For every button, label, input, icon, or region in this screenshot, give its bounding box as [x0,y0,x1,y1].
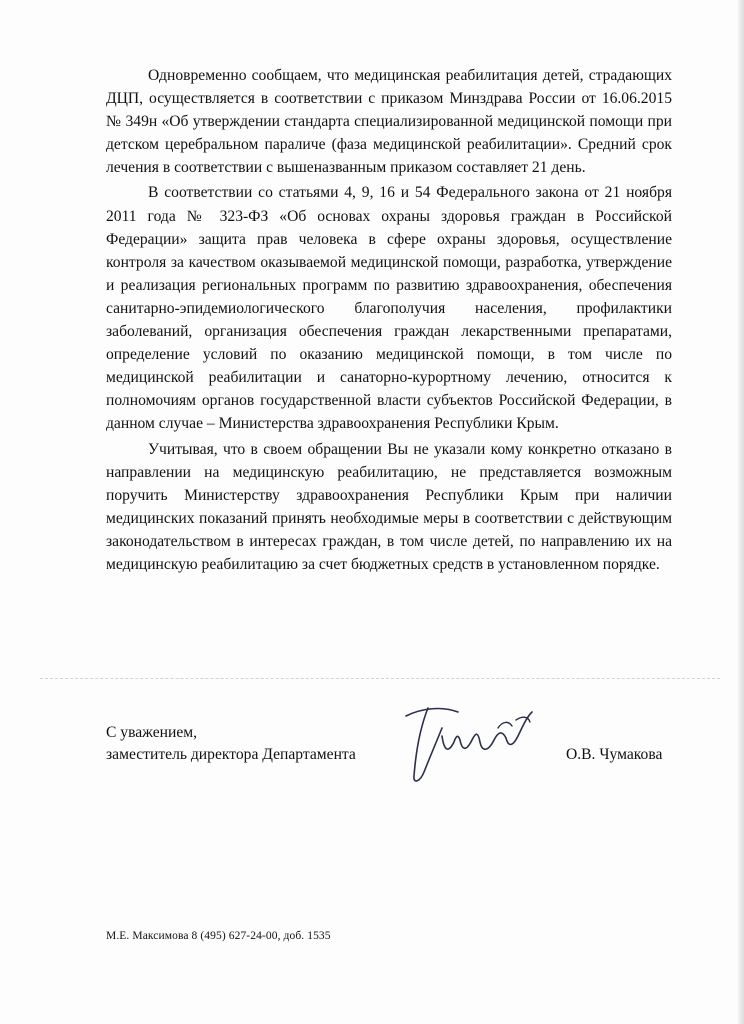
closing-greeting: С уважением, [106,724,198,741]
page-edge-shadow [738,0,744,1024]
signer-position: заместитель директора Департамента [106,746,356,763]
paragraph-rehabilitation: Одновременно сообщаем, что медицинская реабилитация детей, страдающих ДЦП, осуществляется в соответствии с приказом Минздрава России от 16.06.2015 № 349н «Об утверждении стандарта специализированной медицинской помощи при детском церебральном параличе (фаза медицинской реабилитации». Средний срок лечения в соответствии с вышеназванным приказом составляет 21 день. [106,67,672,177]
signer-name: О.В. Чумакова [566,746,663,763]
paragraph-conclusion: Учитывая, что в своем обращении Вы не указали кому конкретно отказано в направлении на медицинскую реабилитацию, не представляется возможным поручить Министерству здравоохранения Республики Крым при наличии медицинских показаний принять необходимые меры в соответствии с действующим законодательством в интересах граждан, в том числе детей, по направлению их на медицинскую реабилитацию за счет бюджетных средств в установленном порядке. [106,440,672,573]
contact-info: М.Е. Максимова 8 (495) 627-24-00, доб. 1535 [106,930,331,942]
paragraph-federal-law: В соответствии со статьями 4, 9, 16 и 54 Федерального закона от 21 ноября 2011 года № 323-ФЗ «Об основах охраны здоровья граждан в Российской Федерации» защита прав человека в сфере охраны здоровья, осуществление контроля за качеством оказываемой медицинской помощи, разработка, утверждение и реализация региональных программ по развитию здравоохранения, обеспечения санитарно-эпидемиологического благополучия населения, профилактики заболеваний, организация обеспечения граждан лекарственными препаратами, определение условий по оказанию медицинской помощи, в том числе по медицинской реабилитации и санаторно-курортному лечению, относится к полномочиям органов государственной власти субъектов Российской Федерации, в данном случае – Министерства здравоохранения Республики Крым. [106,184,672,433]
signature-icon [398,698,548,790]
fold-line [40,678,720,679]
letter-body [106,64,672,578]
